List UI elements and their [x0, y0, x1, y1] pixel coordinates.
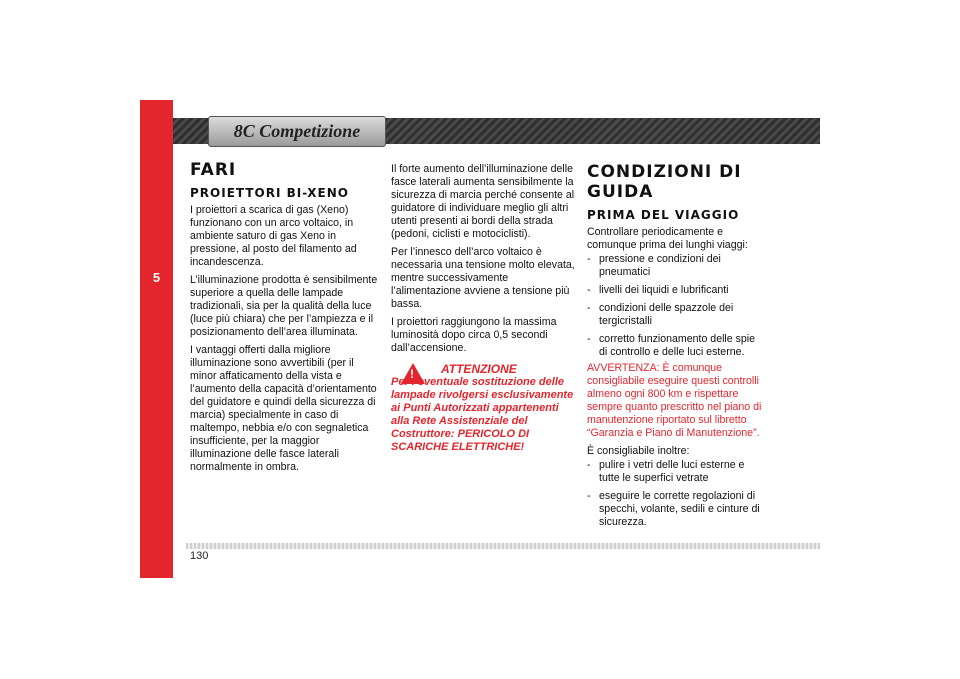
- footer-rule: [186, 543, 820, 549]
- paragraph: I proiettori a scarica di gas (Xeno) funzionano con un arco voltaico, in ambiente saturo di gas Xeno in pressione, al posto del filamento ad incandescenza.: [190, 204, 357, 268]
- chapter-band: [140, 100, 173, 578]
- warning-box: [391, 363, 575, 454]
- column-2: [391, 163, 575, 454]
- paragraph: Controllare periodicamente e comunque prima dei lunghi viaggi:: [587, 226, 748, 251]
- paragraph: L’illuminazione prodotta è sensibilmente superiore a quella delle lampade tradizionali, sia per la qualità della luce (luce più chiara) che per l’ampiezza e il posizionamento dell’area illuminata.: [190, 274, 378, 338]
- list-item: - livelli dei liquidi e lubrificanti: [587, 284, 765, 297]
- paragraph: È consigliabile inoltre:: [587, 445, 690, 457]
- list-item: - pressione e condizioni dei pneumatici: [587, 253, 765, 279]
- column-3: [587, 162, 765, 534]
- list-item: - corretto funzionamento delle spie di controllo e delle luci esterne.: [587, 333, 765, 359]
- note-text: AVVERTENZA: È comunque consigliabile eseguire questi controlli almeno ogni 800 km e rispettare sempre quanto prescritto nel piano di manutenzione riportato sul libretto “Garanzia e Piano di Manutenzione”.: [587, 362, 762, 439]
- paragraph: I vantaggi offerti dalla migliore illuminazione sono avvertibili (per il minor affaticamento della vista e l’aumento della capacità d’orientamento del guidatore e quindi della sicurezza di marcia) specialmente in caso di maltempo, nebbia e/o con segnaletica insufficiente, per la maggior illuminazione delle fasce laterali normalmente in ombra.: [190, 344, 377, 473]
- chapter-number: 5: [152, 270, 161, 285]
- paragraph: I proiettori raggiungono la massima luminosità dopo circa 0,5 secondi dall’accensione.: [391, 316, 557, 354]
- section-title: FARI: [190, 160, 237, 180]
- paragraph: Il forte aumento dell’illuminazione delle fasce laterali aumenta sensibilmente la sicurezza di marcia perché consente al guidatore di individuare meglio gli altri utenti presenti ai bordi della strada (pedoni, ciclisti e motociclisti).: [391, 163, 575, 240]
- brand-logo: 8C Competizione: [208, 116, 386, 147]
- list-item: - eseguire le corrette regolazioni di specchi, volante, sedili e cinture di sicurezza.: [587, 490, 765, 529]
- warning-triangle-icon: [401, 363, 425, 384]
- list-item: - pulire i vetri delle luci esterne e tutte le superfici vetrate: [587, 459, 765, 485]
- section-subtitle: PROIETTORI BI-XENO: [190, 186, 349, 200]
- column-1: [190, 160, 378, 479]
- section-title: CONDIZIONI DI GUIDA: [587, 162, 742, 202]
- paragraph: Per l’innesco dell’arco voltaico è necessaria una tensione molto elevata, mentre successivamente l’alimentazione avviene a tensione più bassa.: [391, 246, 575, 310]
- section-subtitle: PRIMA DEL VIAGGIO: [587, 208, 740, 222]
- warning-title: ATTENZIONE: [441, 362, 517, 376]
- page-number: 130: [190, 550, 209, 562]
- warning-text: Per l’eventuale sostituzione delle lampade rivolgersi esclusivamente ai Punti Autorizzati appartenenti alla Rete Assistenziale del Costruttore: PERICOLO DI SCARICHE ELETTRICHE!: [391, 376, 574, 453]
- list-item: - condizioni delle spazzole dei tergicristalli: [587, 302, 765, 328]
